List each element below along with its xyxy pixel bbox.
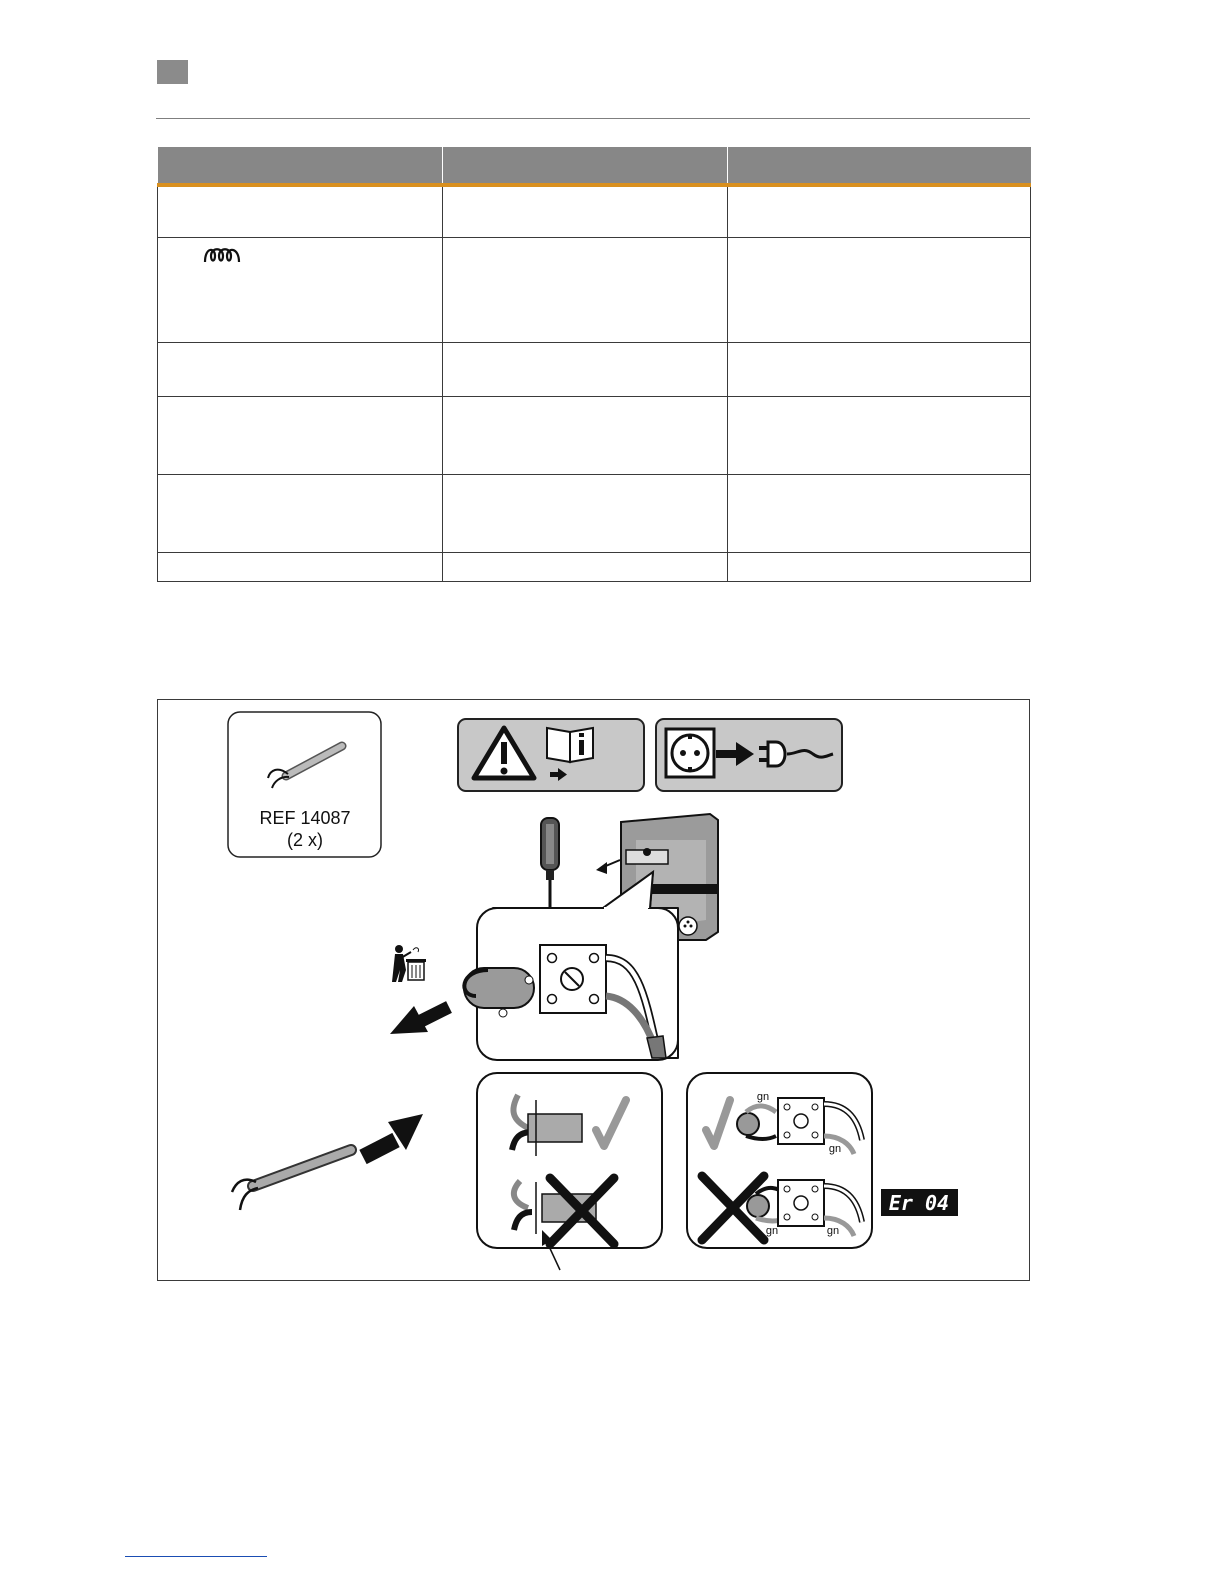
terminal-callout [464, 872, 678, 1060]
table-cell [158, 474, 443, 552]
ref-number-label: REF 14087 [259, 808, 351, 828]
table-cell [158, 396, 443, 474]
page-marker [157, 60, 188, 84]
wire-color-label: gn [828, 1143, 842, 1155]
table-cell [728, 396, 1031, 474]
error-code-text: Er 04 [888, 1191, 950, 1215]
table-cell [443, 552, 728, 581]
insertion-check-panel [477, 1073, 662, 1270]
figure-illustration [158, 700, 1029, 1280]
error-code-display [881, 1189, 958, 1216]
trash-bin-icon [392, 945, 426, 982]
table-cell [728, 552, 1031, 581]
table-cell [728, 185, 1031, 237]
wire-color-label: gn [826, 1225, 840, 1237]
remove-arrow-icon [390, 1006, 449, 1034]
socket-icon [666, 729, 714, 777]
heating-element-replacement-figure [157, 699, 1030, 1281]
troubleshooting-table [157, 147, 1031, 582]
table-cell [158, 237, 443, 342]
table-cell [728, 474, 1031, 552]
table-row [158, 342, 1031, 396]
table-cell [443, 185, 728, 237]
warning-manual-panel [458, 719, 644, 791]
table-cell [728, 237, 1031, 342]
manual-info-icon [547, 728, 593, 762]
wire-color-label: gn [765, 1225, 779, 1237]
header-rule [156, 118, 1030, 119]
wire-color-label: gn [756, 1091, 770, 1103]
table-header-cell [728, 147, 1031, 185]
coil-icon [202, 244, 242, 266]
table-row [158, 474, 1031, 552]
ref-quantity-label: (2 x) [287, 830, 323, 850]
insert-arrow-icon [363, 1114, 423, 1157]
table-cell [443, 237, 728, 342]
table-row [158, 185, 1031, 237]
footnote-rule [125, 1556, 267, 1557]
table-cell [443, 396, 728, 474]
unplug-panel [656, 719, 842, 791]
table-cell [443, 342, 728, 396]
wiring-check-panel [687, 1073, 872, 1248]
table-header-cell [443, 147, 728, 185]
table-cell [728, 342, 1031, 396]
table-row [158, 237, 1031, 342]
table-cell [158, 342, 443, 396]
table-header-row [158, 147, 1031, 185]
table-cell [443, 474, 728, 552]
new-heating-cartridge-icon [232, 1150, 351, 1210]
table-row [158, 396, 1031, 474]
table-row [158, 552, 1031, 581]
table-header-cell [158, 147, 443, 185]
spare-part-panel [228, 712, 381, 857]
table-cell [158, 185, 443, 237]
table-cell [158, 552, 443, 581]
